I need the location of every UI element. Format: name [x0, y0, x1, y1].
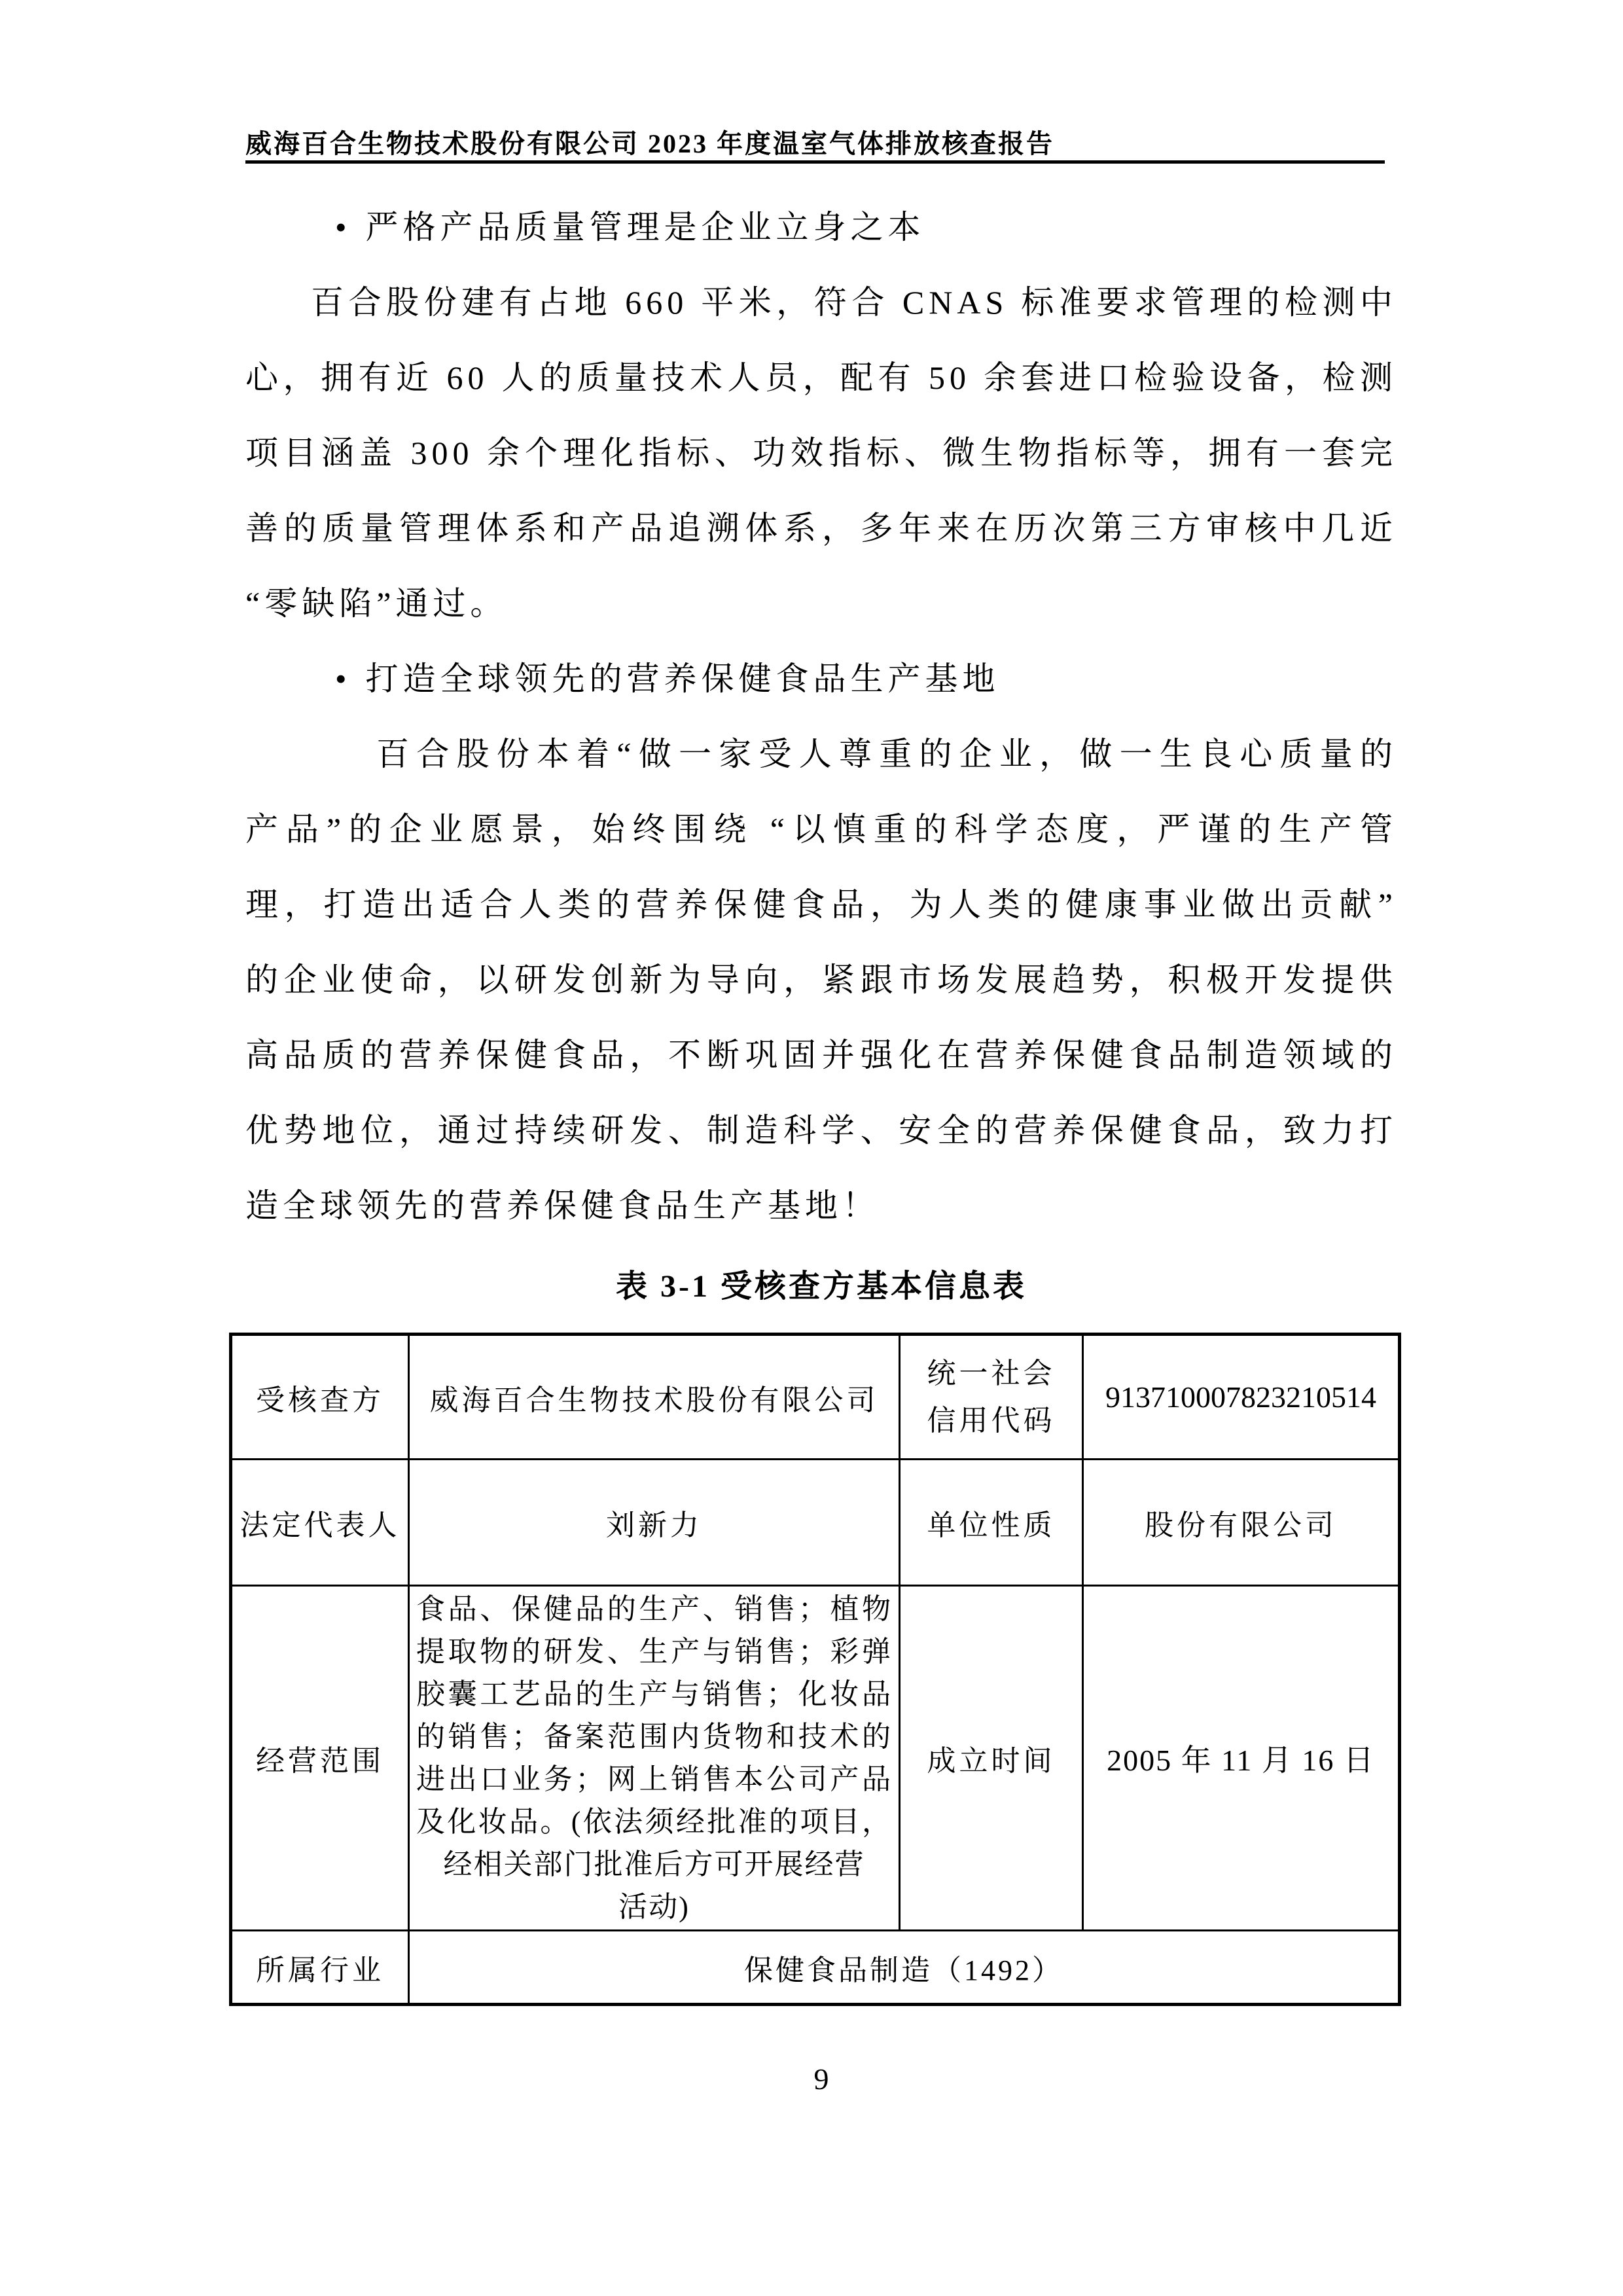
- cell-verified-party-value: 威海百合生物技术股份有限公司: [409, 1335, 900, 1460]
- scope-line: 进出口业务；网上销售本公司产品: [416, 1763, 892, 1795]
- paragraph-line: 心，拥有近 60 人的质量技术人员，配有 50 余套进口检验设备，检测: [245, 359, 1397, 396]
- cell-founding-date-value: 2005 年 11 月 16 日: [1083, 1586, 1400, 1931]
- body-text: [245, 190, 1397, 1244]
- bullet-item-label: 打造全球领先的营养保健食品生产基地: [365, 660, 1000, 697]
- table-row: [231, 1460, 1400, 1586]
- paragraph-line: 产品”的企业愿景，始终围绕 “以慎重的科学态度，严谨的生产管: [245, 811, 1397, 848]
- paragraph-line: 造全球领先的营养保健食品生产基地！: [245, 1187, 880, 1224]
- cell-business-scope-label: 经营范围: [231, 1586, 409, 1931]
- cell-business-scope-value: [409, 1586, 900, 1931]
- bullet-item-quality: [245, 190, 1397, 265]
- cell-legal-rep-value: 刘新力: [409, 1460, 900, 1586]
- page-number: 9: [813, 2062, 829, 2096]
- paragraph-line: “零缺陷”通过。: [245, 585, 508, 622]
- paragraph-line: 的企业使命，以研发创新为导向，紧跟市场发展趋势，积极开发提供: [245, 961, 1397, 998]
- header-divider: [245, 160, 1385, 164]
- table-row: [231, 1335, 1400, 1460]
- scope-line: 胶囊工艺品的生产与销售；化妆品: [416, 1678, 892, 1710]
- paragraph-line: 百合股份建有占地 660 平米，符合 CNAS 标准要求管理的检测中: [311, 284, 1397, 321]
- scope-line: 及化妆品。(依法须经批准的项目，: [416, 1806, 892, 1838]
- cell-industry-value: 保健食品制造（1492）: [409, 1931, 1400, 2005]
- cell-credit-code-value: 913710007823210514: [1083, 1335, 1400, 1460]
- cell-entity-type-value: 股份有限公司: [1083, 1460, 1400, 1586]
- bullet-item-label: 严格产品质量管理是企业立身之本: [365, 209, 925, 245]
- scope-line: 活动): [618, 1891, 690, 1923]
- cell-entity-type-label: 单位性质: [900, 1460, 1083, 1586]
- paragraph-line: 百合股份本着“做一家受人尊重的企业，做一生良心质量的: [376, 736, 1397, 772]
- table-title: 表 3-1 受核查方基本信息表: [616, 1269, 1027, 1304]
- cell-founding-date-label: 成立时间: [900, 1586, 1083, 1931]
- scope-line: 经相关部门批准后方可开展经营: [443, 1848, 865, 1880]
- paragraph-line: 高品质的营养保健食品，不断巩固并强化在营养保健食品制造领域的: [245, 1037, 1397, 1073]
- page-header-title: 威海百合生物技术股份有限公司 2023 年度温室气体排放核查报告: [245, 129, 1054, 158]
- table-row: [231, 1586, 1400, 1931]
- scope-line: 食品、保健品的生产、销售；植物: [416, 1593, 892, 1625]
- paragraph-line: 项目涵盖 300 余个理化指标、功效指标、微生物指标等，拥有一套完: [245, 435, 1397, 471]
- table-row: [231, 1931, 1400, 2005]
- cell-credit-code-label-text: 统一社会信用代码: [927, 1357, 1056, 1437]
- cell-industry-label: 所属行业: [231, 1931, 409, 2005]
- cell-credit-code-label: [900, 1335, 1083, 1460]
- bullet-icon: •: [335, 209, 351, 245]
- paragraph-line: 优势地位，通过持续研发、制造科学、安全的营养保健食品，致力打: [245, 1112, 1397, 1149]
- bullet-item-base: [245, 641, 1397, 717]
- paragraph-line: 理，打造出适合人类的营养保健食品，为人类的健康事业做出贡献”: [245, 886, 1397, 923]
- bullet-icon: •: [335, 660, 351, 697]
- cell-legal-rep-label: 法定代表人: [231, 1460, 409, 1586]
- paragraph-line: 善的质量管理体系和产品追溯体系，多年来在历次第三方审核中几近: [245, 510, 1397, 547]
- basic-info-table: [229, 1333, 1401, 2006]
- scope-line: 提取物的研发、生产与销售；彩弹: [416, 1636, 892, 1668]
- cell-verified-party-label: 受核查方: [231, 1335, 409, 1460]
- scope-line: 的销售；备案范围内货物和技术的: [416, 1721, 892, 1753]
